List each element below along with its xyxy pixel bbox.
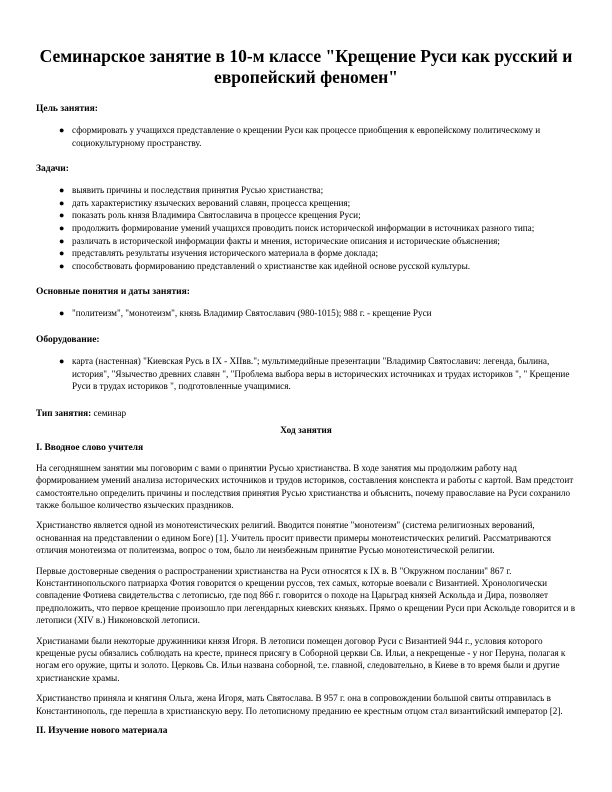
bullet-icon: ● (59, 125, 65, 135)
paragraph: Христианами были некоторые дружинники князя Игоря. В летописи помещен договор Руси с Византией 944 г., условия которого крещеные русы обязались соблюдать на кресте, принеся присягу в Соборной церкви Св. Ильи, а некрещеные - у ног Перуна, полагая к ногам его оружие, щиты и золото. Церковь Св. Ильи названа соборной, т.е. главной, следовательно, в Киеве в то время были и другие христианские храмы. (36, 635, 566, 683)
lesson-type-label: Тип занятия: (36, 407, 92, 418)
list-item: ● способствовать формированию представлений о христианстве как идейной основе русской культуры. (59, 260, 471, 271)
concepts-list (36, 307, 576, 320)
bullet-icon: ● (59, 248, 65, 259)
part2-heading: II. Изучение нового материала (36, 726, 168, 737)
tasks-list (36, 184, 576, 272)
part1-heading: I. Вводное слово учителя (36, 442, 144, 453)
list-item: ● дать характеристику языческих верований славян, процесса крещения; (59, 197, 351, 208)
equipment-heading: Оборудование: (36, 334, 100, 345)
list-item: ● различать в исторической информации факты и мнения, исторические описания и исторические объяснения; (59, 235, 500, 246)
tasks-heading: Задачи: (36, 164, 69, 175)
document-title: Семинарское занятие в 10-м классе "Крещение Руси как русский и европейский феномен" (39, 46, 573, 87)
list-item: ● карта (настенная) "Киевская Русь в IX - XIIвв."; мультимедийные презентации "Владимир Святославич: легенда, былина, история", "Язычество древних славян ", "Проблема выбора веры в исторических источниках и трудах историков ", " Крещение Руси в трудах историков ", подготовленные учащимися. (59, 355, 570, 392)
bullet-icon: ● (59, 355, 65, 366)
list-item: ● представлять результаты изучения исторического материала в форме доклада; (59, 248, 379, 259)
bullet-icon: ● (59, 185, 65, 196)
bullet-icon: ● (59, 235, 65, 246)
list-item: ● выявить причины и последствия принятия Русью христианства; (59, 185, 324, 196)
lesson-type-value: семинар (93, 407, 127, 418)
lesson-course-heading: Ход занятия (280, 425, 332, 436)
paragraph: Христианство приняла и княгиня Ольга, жена Игоря, мать Святослава. В 957 г. она в сопровождении большой свиты отправилась в Константинополь, где перешла в христианскую веру. По летописному преданию ее крестным отцом стал византийский император [2]. (36, 693, 563, 716)
concepts-heading: Основные понятия и даты занятия: (36, 287, 190, 298)
bullet-icon: ● (59, 308, 65, 319)
paragraph: На сегодняшнем занятии мы поговорим с вами о принятии Русью христианства. В ходе занятия мы продолжим работу над формированием умений анализа исторических источников и трудов историков, составления конспекта и работы с картой. Вам предстоит самостоятельно определить причины и последствия принятия Русью христианства и объяснить, почему православие на Руси сохранило также большое количество языческих праздников. (36, 462, 574, 510)
document-page (36, 46, 576, 745)
list-item: ● продолжить формирование умений учащихся проводить поиск исторической информации в источниках разного типа; (59, 222, 535, 233)
bullet-icon: ● (59, 197, 65, 208)
bullet-icon: ● (59, 222, 65, 233)
equipment-list (36, 355, 576, 393)
bullet-icon: ● (59, 210, 65, 221)
list-item: ● сформировать у учащихся представление о крещении Руси как процессе приобщения к европейскому политическому и социокультурному пространству. (59, 125, 541, 148)
goal-list (36, 124, 576, 149)
list-item: ● показать роль князя Владимира Святославича в процессе крещения Руси; (59, 210, 361, 221)
bullet-icon: ● (59, 260, 65, 271)
lesson-type (36, 407, 576, 419)
list-item: ● "политеизм", "монотеизм", князь Владимир Святославич (980-1015); 988 г. - крещение Руси (59, 308, 432, 319)
goal-heading: Цель занятия: (36, 104, 98, 114)
paragraph: Первые достоверные сведения о распространении христианства на Руси относятся к IX в. В "Окружном послании" 867 г. Константинопольского патриарха Фотия говорится о крещении руссов, тех самых, которые воевали с Византией. Хронологически совпадение Фотиева свидетельства с летописью, где под 866 г. говорится о походе на Царьград князей Аскольда и Дира, позволяет предположить, что первое крещение произошло при легендарных киевских князьях. Прямо о крещении Руси при Аскольде говорится и в летописи (XIV в.) Никоновской летописи. (36, 565, 576, 626)
paragraph: Христианство является одной из монотеистических религий. Вводится понятие "монотеизм" (система религиозных верований, основанная на представлении о едином Боге) [1]. Учитель просит привести примеры монотеистических религий. Рассматриваются отличия монотеизма от политеизма, вопрос о том, было ли неизбежным принятие Русью монотеистической религии. (36, 520, 551, 556)
